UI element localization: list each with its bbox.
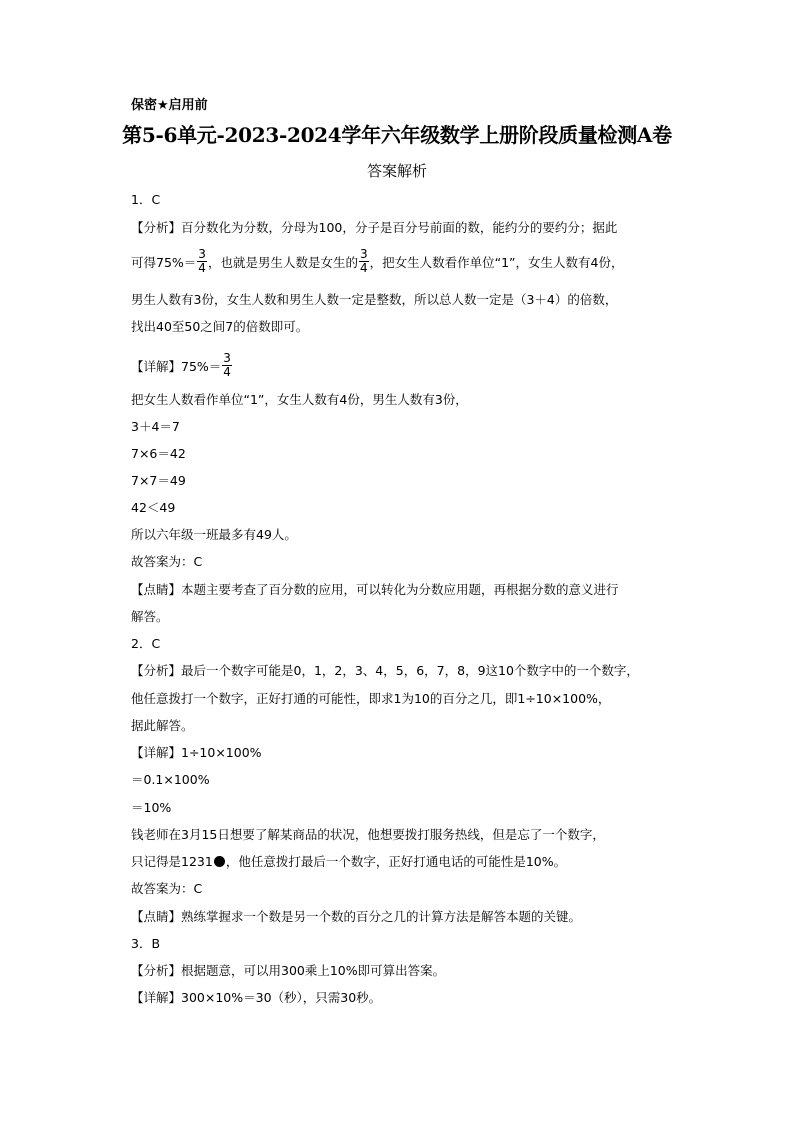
q3-analysis: 【分析】根据题意，可以用300乘上10%即可算出答案。 (131, 963, 446, 978)
fraction-numerator: 3 (198, 247, 206, 261)
secret-label: 保密★启用前 (131, 98, 208, 113)
fraction-three-quarters (222, 352, 232, 379)
fraction-denominator: 4 (223, 365, 231, 379)
q2-story-text-b: ，他任意拨打最后一个数字，正好打通电话的可能性是10%。 (225, 854, 567, 869)
q1-calc-3: 7×7＝49 (131, 473, 186, 488)
q1-answer: 故答案为：C (131, 554, 203, 569)
q2-detail-line-2: ＝0.1×100% (131, 772, 210, 787)
q2-story-line-1: 钱老师在3月15日想要了解某商品的状况，他想要拨打服务热线，但是忘了一个数字， (131, 827, 605, 842)
q1-number: 1．C (131, 192, 161, 207)
q1-calc-2: 7×6＝42 (131, 446, 186, 461)
q1-comment-line-2: 解答。 (131, 609, 169, 624)
q2-analysis-line-3: 据此解答。 (131, 718, 194, 733)
filled-circle-icon (214, 856, 225, 867)
page-subtitle: 答案解析 (366, 162, 427, 180)
q2-comment: 【点睛】熟练掌握求一个数是另一个数的百分之几的计算方法是解答本题的关键。 (131, 909, 582, 924)
fraction-denominator: 4 (359, 261, 368, 275)
q1-conclusion: 所以六年级一班最多有49人。 (131, 527, 297, 542)
q2-detail-line-1: 【详解】1÷10×100% (131, 745, 262, 760)
q1-analysis-text-a: 可得75%＝ (131, 255, 197, 270)
q2-analysis-line-1: 【分析】最后一个数字可能是0，1，2，3、4，5，6，7，8，9这10个数字中的一个数字， (131, 663, 639, 678)
q1-analysis-line-2 (131, 247, 624, 277)
q1-detail-text: 【详解】75%＝ (131, 359, 222, 374)
q2-number: 2．C (131, 636, 161, 651)
q2-story-line-2 (131, 854, 566, 870)
q3-number: 3．B (131, 936, 161, 951)
page-title: 第5-6单元-2023-2024学年六年级数学上册阶段质量检测A卷 (122, 123, 672, 147)
q2-detail-line-3: ＝10% (131, 800, 172, 815)
q1-analysis-text-b: ，也就是男生人数是女生的 (207, 255, 358, 270)
q2-analysis-line-2: 他任意拨打一个数字，正好打通的可能性，即求1为10的百分之几，即1÷10×100%， (131, 691, 611, 706)
q3-detail: 【详解】300×10%＝30（秒），只需30秒。 (131, 990, 382, 1005)
q1-calc-4: 42＜49 (131, 500, 176, 515)
fraction-denominator: 4 (198, 261, 206, 275)
q2-story-text-a: 只记得是1231 (131, 854, 213, 869)
fraction-three-quarters (359, 248, 369, 275)
q1-analysis-line-3: 男生人数有3份，女生人数和男生人数一定是整数，所以总人数一定是（3＋4）的倍数， (131, 292, 618, 307)
q1-analysis-line-4: 找出40至50之间7的倍数即可。 (131, 319, 309, 334)
q1-analysis-line-1: 【分析】百分数化为分数，分母为100，分子是百分号前面的数，能约分的要约分；据此 (131, 220, 618, 235)
q1-comment-line-1: 【点睛】本题主要考查了百分数的应用，可以转化为分数应用题，再根据分数的意义进行 (131, 582, 619, 597)
q1-calc-1: 3＋4＝7 (131, 419, 180, 434)
q1-detail-line-1 (131, 351, 233, 381)
fraction-numerator: 3 (223, 351, 231, 365)
q1-detail-line-2: 把女生人数看作单位“1”，女生人数有4份，男生人数有3份， (131, 392, 468, 407)
q1-analysis-text-c: ，把女生人数看作单位“1”，女生人数有4份， (369, 255, 624, 270)
fraction-three-quarters (197, 248, 207, 275)
q2-answer: 故答案为：C (131, 881, 203, 896)
fraction-numerator: 3 (359, 247, 368, 261)
